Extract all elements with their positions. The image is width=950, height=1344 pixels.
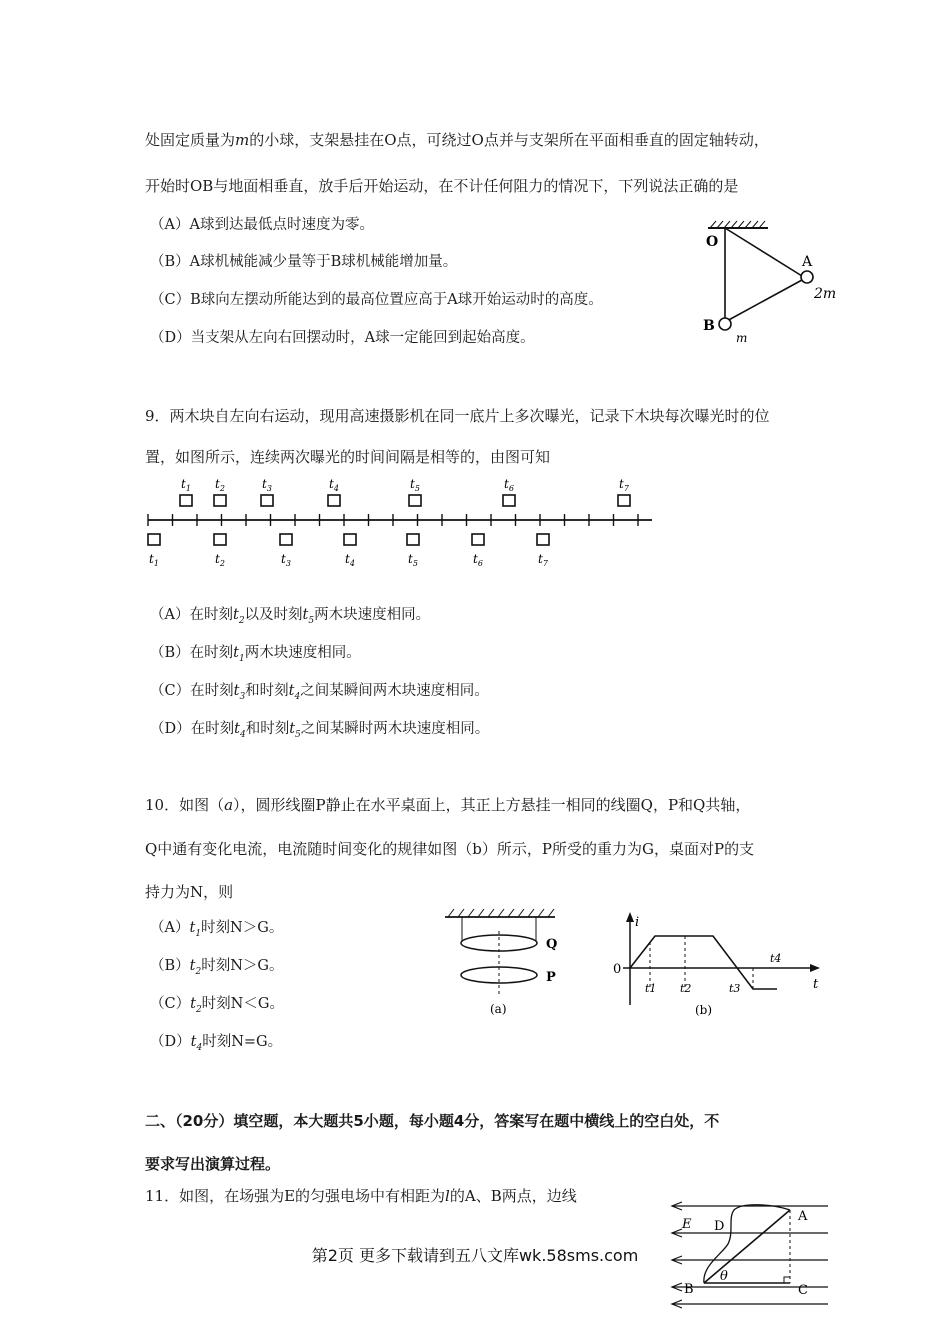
q9-option-d-text-1: （D）在时刻 xyxy=(150,721,235,737)
q9-option-c-sub-2: 4 xyxy=(294,692,301,702)
q8-line-2: 开始时OB与地面相垂直，放手后开始运动，在不计任何阻力的情况下，下列说法正确的是 xyxy=(145,177,739,195)
q9-bottom-label-4: $t_4$ xyxy=(345,552,355,568)
q11-label-a: A xyxy=(798,1209,808,1224)
q9-top-label-7: $t_7$ xyxy=(619,477,629,493)
q9-top-block-6 xyxy=(503,495,515,506)
q9-option-a xyxy=(150,605,430,631)
q10-option-d-var: t xyxy=(190,1034,197,1050)
q10-option-a-sub: 1 xyxy=(195,929,202,939)
q9-top-block-4 xyxy=(328,495,340,506)
q10-figure-a xyxy=(440,905,570,1020)
q9-top-label-6: $t_6$ xyxy=(504,477,514,493)
q10-label-t: t xyxy=(813,977,819,992)
q9-top-label-5: $t_5$ xyxy=(410,477,420,493)
q9-bottom-block-7 xyxy=(537,534,549,545)
q9-option-a-sub-2: 5 xyxy=(308,616,315,626)
q11-label-d: D xyxy=(714,1219,725,1234)
q10-option-a-text-2: 时刻N＞G。 xyxy=(201,920,284,936)
q8-ball-b xyxy=(719,318,731,330)
q9-option-d xyxy=(150,719,489,745)
q8-mass-b: m xyxy=(736,331,748,345)
q9-option-b-var-1: t xyxy=(233,645,239,661)
q10-option-d-text-2: 时刻N=G。 xyxy=(202,1034,283,1050)
q9-top-block-2 xyxy=(214,495,226,506)
q9-option-b-text-1: （B）在时刻 xyxy=(150,645,234,661)
q10-label-zero: 0 xyxy=(613,962,622,977)
q10-line-1 xyxy=(145,795,750,815)
q8-label-o: O xyxy=(706,234,719,250)
q9-bottom-block-6 xyxy=(472,534,484,545)
q9-top-block-3 xyxy=(261,495,273,506)
q9-top-block-1 xyxy=(180,495,192,506)
q8-line-1-b: 的小球，支架悬挂在O点，可绕过O点并与支架所在平面相垂直的固定轴转动， xyxy=(249,131,769,149)
q10-line-1-a: 10．如图（ xyxy=(145,796,225,814)
q9-option-d-var-2: t xyxy=(289,721,296,737)
q9-bottom-block-2 xyxy=(214,534,226,545)
q9-option-c-var-1: t xyxy=(233,683,240,699)
q10-line-2: Q中通有变化电流，电流随时间变化的规律如图（b）所示，P所受的重力为G，桌面对P的支 xyxy=(145,840,755,858)
q9-option-a-var-1: t xyxy=(232,607,239,623)
q9-option-b-text-2: 两木块速度相同。 xyxy=(244,645,361,661)
q9-top-label-4: $t_4$ xyxy=(329,477,339,493)
q9-bottom-label-6: $t_6$ xyxy=(473,552,483,568)
q10-option-c-text-2: 时刻N＜G。 xyxy=(201,996,284,1012)
q8-mass-symbol: m xyxy=(235,131,250,149)
q9-bottom-block-4 xyxy=(344,534,356,545)
q10-option-d-text-1: （D） xyxy=(150,1034,191,1050)
q10-label-t4: t4 xyxy=(770,952,782,965)
q10-option-b-text-1: （B） xyxy=(150,958,190,974)
q9-option-a-var-2: t xyxy=(302,607,309,623)
q10-label-i: i xyxy=(635,915,640,930)
q9-option-a-text-1: （A）在时刻 xyxy=(150,607,233,623)
q9-bottom-label-7: $t_7$ xyxy=(538,552,548,568)
q10-option-b-var: t xyxy=(189,958,196,974)
q9-line-2: 置，如图所示，连续两次曝光的时间间隔是相等的，由图可知 xyxy=(145,448,551,466)
q9-figure xyxy=(140,475,660,575)
q11-label-e: E xyxy=(682,1217,692,1232)
q9-option-d-text-3: 之间某瞬时两木块速度相同。 xyxy=(300,721,490,737)
q10-option-c-var: t xyxy=(190,996,196,1012)
q9-option-a-text-3: 两木块速度相同。 xyxy=(314,607,431,623)
q9-option-b-sub-1: 1 xyxy=(238,654,245,664)
q11-label-c: C xyxy=(798,1283,808,1298)
q9-top-label-3: $t_3$ xyxy=(262,477,272,493)
q11-line-1-b: 的A、B两点，边线 xyxy=(449,1187,577,1205)
q8-mass-a: 2m xyxy=(814,286,837,302)
q11-line-1 xyxy=(145,1186,577,1206)
q9-option-b xyxy=(150,643,361,669)
section-2-line-1: 二、（20分）填空题，本大题共5小题，每小题4分，答案写在题中横线上的空白处，不 xyxy=(145,1112,720,1130)
q10-i-arrow xyxy=(626,912,634,922)
q9-bottom-label-2: $t_2$ xyxy=(215,552,225,568)
q9-bottom-label-1: $t_1$ xyxy=(149,552,159,568)
q10-line-3: 持力为N，则 xyxy=(145,883,234,901)
q9-option-d-var-1: t xyxy=(234,721,240,737)
q10-option-a-var: t xyxy=(189,920,196,936)
q9-option-c-text-1: （C）在时刻 xyxy=(150,683,234,699)
q9-bottom-label-3: $t_3$ xyxy=(281,552,291,568)
q10-label-t2: t2 xyxy=(680,982,692,995)
q10-option-d xyxy=(150,1032,282,1058)
q8-option-d: （D）当支架从左向右回摆动时，A球一定能回到起始高度。 xyxy=(150,330,535,346)
q9-top-label-1: $t_1$ xyxy=(181,477,191,493)
q10-option-b-sub: 2 xyxy=(195,967,202,977)
q8-label-a: A xyxy=(802,254,813,270)
q9-line-1: 9．两木块自左向右运动，现用高速摄影机在同一底片上多次曝光，记录下木块每次曝光时的位 xyxy=(145,407,770,425)
q9-option-a-text-2: 以及时刻 xyxy=(244,607,303,623)
q9-top-label-2: $t_2$ xyxy=(215,477,225,493)
q10-option-b-text-2: 时刻N＞G。 xyxy=(201,958,284,974)
q9-option-d-text-2: 和时刻 xyxy=(245,721,290,737)
q10-caption-b: (b) xyxy=(695,1003,713,1017)
q11-label-theta: θ xyxy=(720,1269,728,1284)
q8-option-c: （C）B球向左摆动所能达到的最高位置应高于A球开始运动时的高度。 xyxy=(150,292,603,308)
q10-option-c-sub: 2 xyxy=(195,1005,202,1015)
q9-bottom-block-5 xyxy=(407,534,419,545)
q8-figure xyxy=(690,218,850,348)
q10-label-t1: t1 xyxy=(645,982,657,995)
q9-option-d-sub-1: 4 xyxy=(239,730,246,740)
q10-option-a xyxy=(150,918,283,944)
q9-bottom-block-3 xyxy=(280,534,292,545)
q10-option-a-text-1: （A） xyxy=(150,920,190,936)
q10-option-b xyxy=(150,956,284,982)
q11-distance-symbol: l xyxy=(445,1187,450,1205)
q9-option-c-text-3: 之间某瞬间两木块速度相同。 xyxy=(300,683,489,699)
q9-top-block-7 xyxy=(618,495,630,506)
q10-label-t3: t3 xyxy=(729,982,741,995)
q10-label-p: P xyxy=(546,970,556,985)
q8-rod-ab xyxy=(725,280,802,322)
q8-option-a: （A）A球到达最低点时速度为零。 xyxy=(150,217,374,233)
q9-bottom-block-1 xyxy=(148,534,160,545)
q9-option-a-sub-1: 2 xyxy=(238,616,245,626)
q8-label-b: B xyxy=(703,318,715,334)
q10-figure-ref: a xyxy=(224,796,234,814)
q11-label-b: B xyxy=(684,1282,694,1297)
q9-option-c-text-2: 和时刻 xyxy=(245,683,289,699)
q9-bottom-label-5: $t_5$ xyxy=(408,552,418,568)
q10-option-d-sub: 4 xyxy=(196,1043,203,1053)
q9-option-d-sub-2: 5 xyxy=(295,730,301,740)
section-2-line-2: 要求写出演算过程。 xyxy=(145,1155,281,1173)
q8-line-1 xyxy=(145,130,769,150)
q10-line-1-b: ），圆形线圈P静止在水平桌面上，其正上方悬挂一相同的线圈Q，P和Q共轴， xyxy=(233,796,751,814)
q10-figure-b xyxy=(605,910,830,1025)
q10-t-arrow xyxy=(810,964,820,972)
q10-option-c xyxy=(150,994,284,1020)
q8-rod-oa xyxy=(725,228,802,276)
q11-right-angle xyxy=(784,1277,790,1283)
q8-option-b: （B）A球机械能减少量等于B球机械能增加量。 xyxy=(150,254,458,270)
q10-label-q: Q xyxy=(546,937,558,952)
q10-option-c-text-1: （C） xyxy=(150,996,191,1012)
q9-option-c-var-2: t xyxy=(288,683,295,699)
q8-line-1-a: 处固定质量为 xyxy=(145,131,236,149)
q9-option-c xyxy=(150,681,489,707)
q9-top-block-5 xyxy=(409,495,421,506)
page-footer: 第2页 更多下载请到五八文库wk.58sms.com xyxy=(311,1246,639,1265)
q8-ball-a xyxy=(801,271,813,283)
q9-option-c-sub-1: 3 xyxy=(239,692,246,702)
q10-caption-a: (a) xyxy=(490,1002,507,1016)
q11-line-1-a: 11．如图，在场强为E的匀强电场中有相距为 xyxy=(145,1187,446,1205)
